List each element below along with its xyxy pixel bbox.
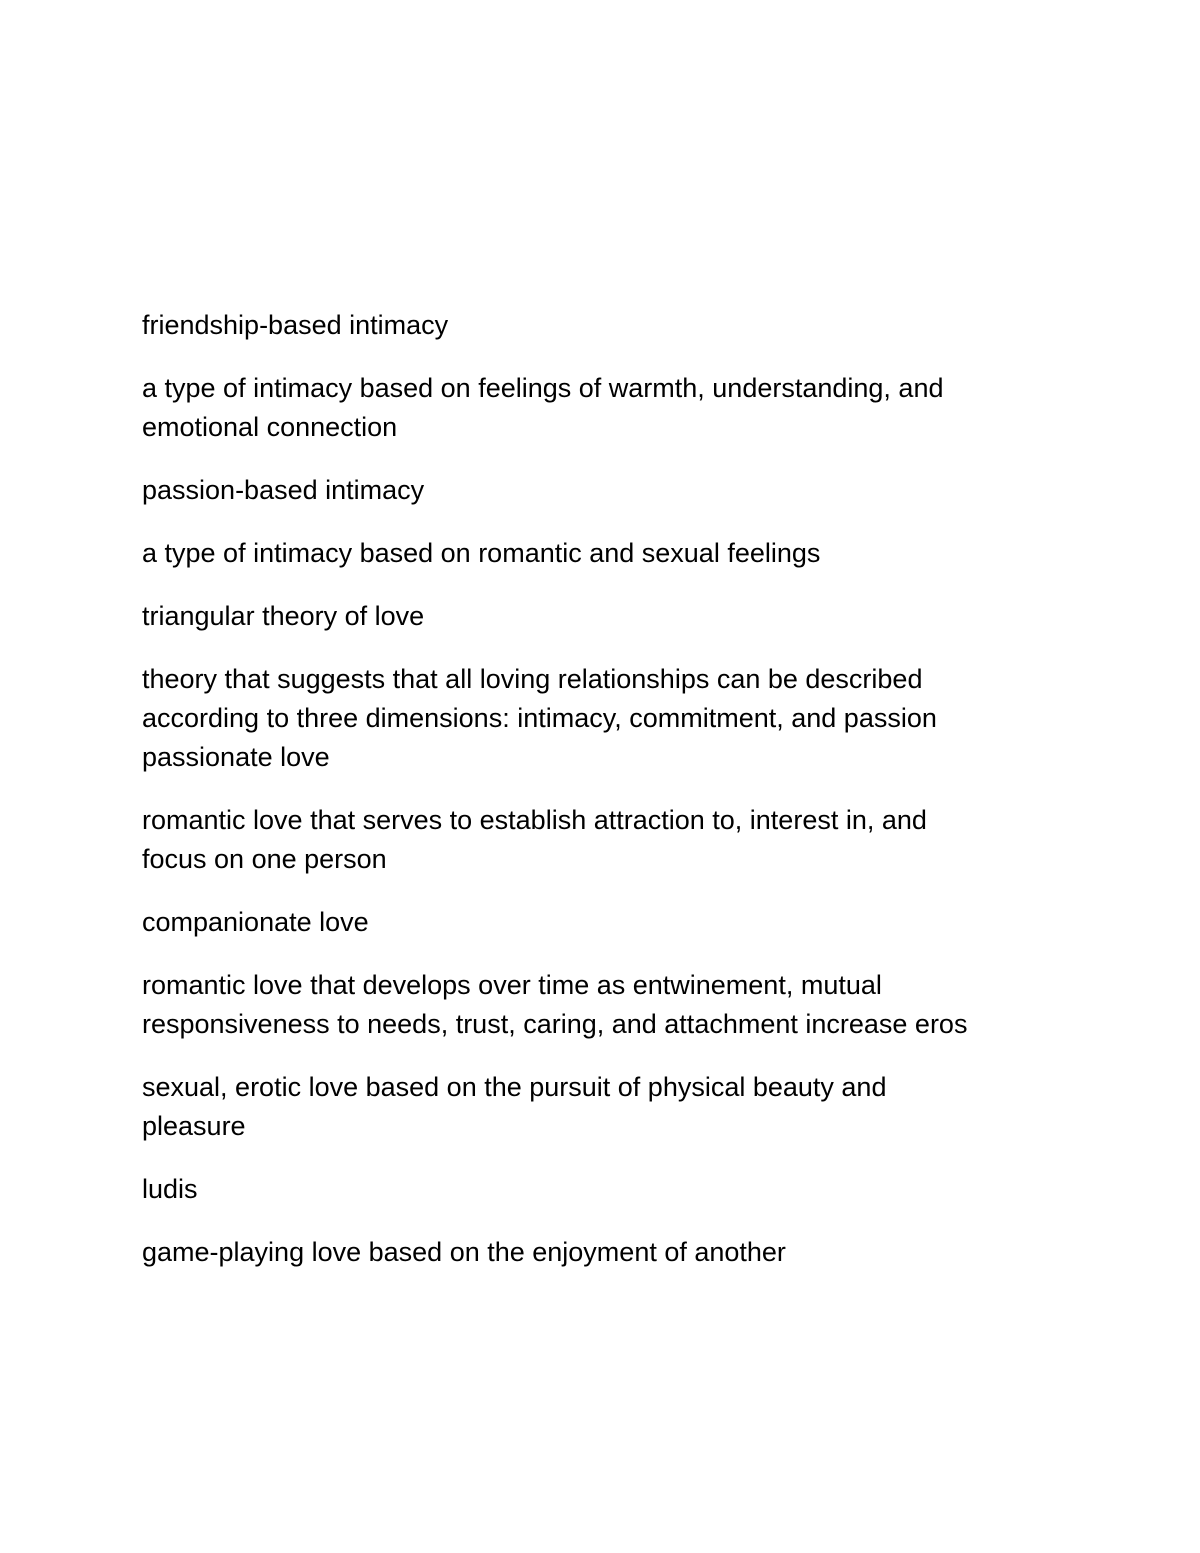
text-line: a type of intimacy based on feelings of warmth, understanding, and	[142, 373, 944, 403]
definition-paragraph	[142, 1068, 1072, 1146]
definition-paragraph	[142, 369, 1072, 447]
definition-paragraph	[142, 801, 1072, 879]
text-line: ludis	[142, 1174, 198, 1204]
term-paragraph	[142, 471, 1072, 510]
text-line: triangular theory of love	[142, 601, 425, 631]
text-line: according to three dimensions: intimacy, commitment, and passion	[142, 703, 937, 733]
text-line: passionate love	[142, 742, 330, 772]
definition-paragraph	[142, 660, 1072, 777]
term-paragraph	[142, 597, 1072, 636]
term-paragraph	[142, 1170, 1072, 1209]
text-line: friendship-based intimacy	[142, 310, 449, 340]
text-line: pleasure	[142, 1111, 246, 1141]
text-line: passion-based intimacy	[142, 475, 425, 505]
definition-paragraph	[142, 534, 1072, 573]
document-body	[142, 306, 1072, 1296]
text-line: a type of intimacy based on romantic and sexual feelings	[142, 538, 821, 568]
text-line: romantic love that develops over time as entwinement, mutual	[142, 970, 882, 1000]
text-line: sexual, erotic love based on the pursuit of physical beauty and	[142, 1072, 887, 1102]
definition-paragraph	[142, 1233, 1072, 1272]
text-line: theory that suggests that all loving relationships can be described	[142, 664, 923, 694]
term-paragraph	[142, 903, 1072, 942]
text-line: emotional connection	[142, 412, 398, 442]
text-line: romantic love that serves to establish attraction to, interest in, and	[142, 805, 927, 835]
text-line: focus on one person	[142, 844, 387, 874]
text-line: game-playing love based on the enjoyment of another	[142, 1237, 786, 1267]
term-paragraph	[142, 306, 1072, 345]
text-line: responsiveness to needs, trust, caring, and attachment increase eros	[142, 1009, 968, 1039]
definition-paragraph	[142, 966, 1072, 1044]
text-line: companionate love	[142, 907, 369, 937]
